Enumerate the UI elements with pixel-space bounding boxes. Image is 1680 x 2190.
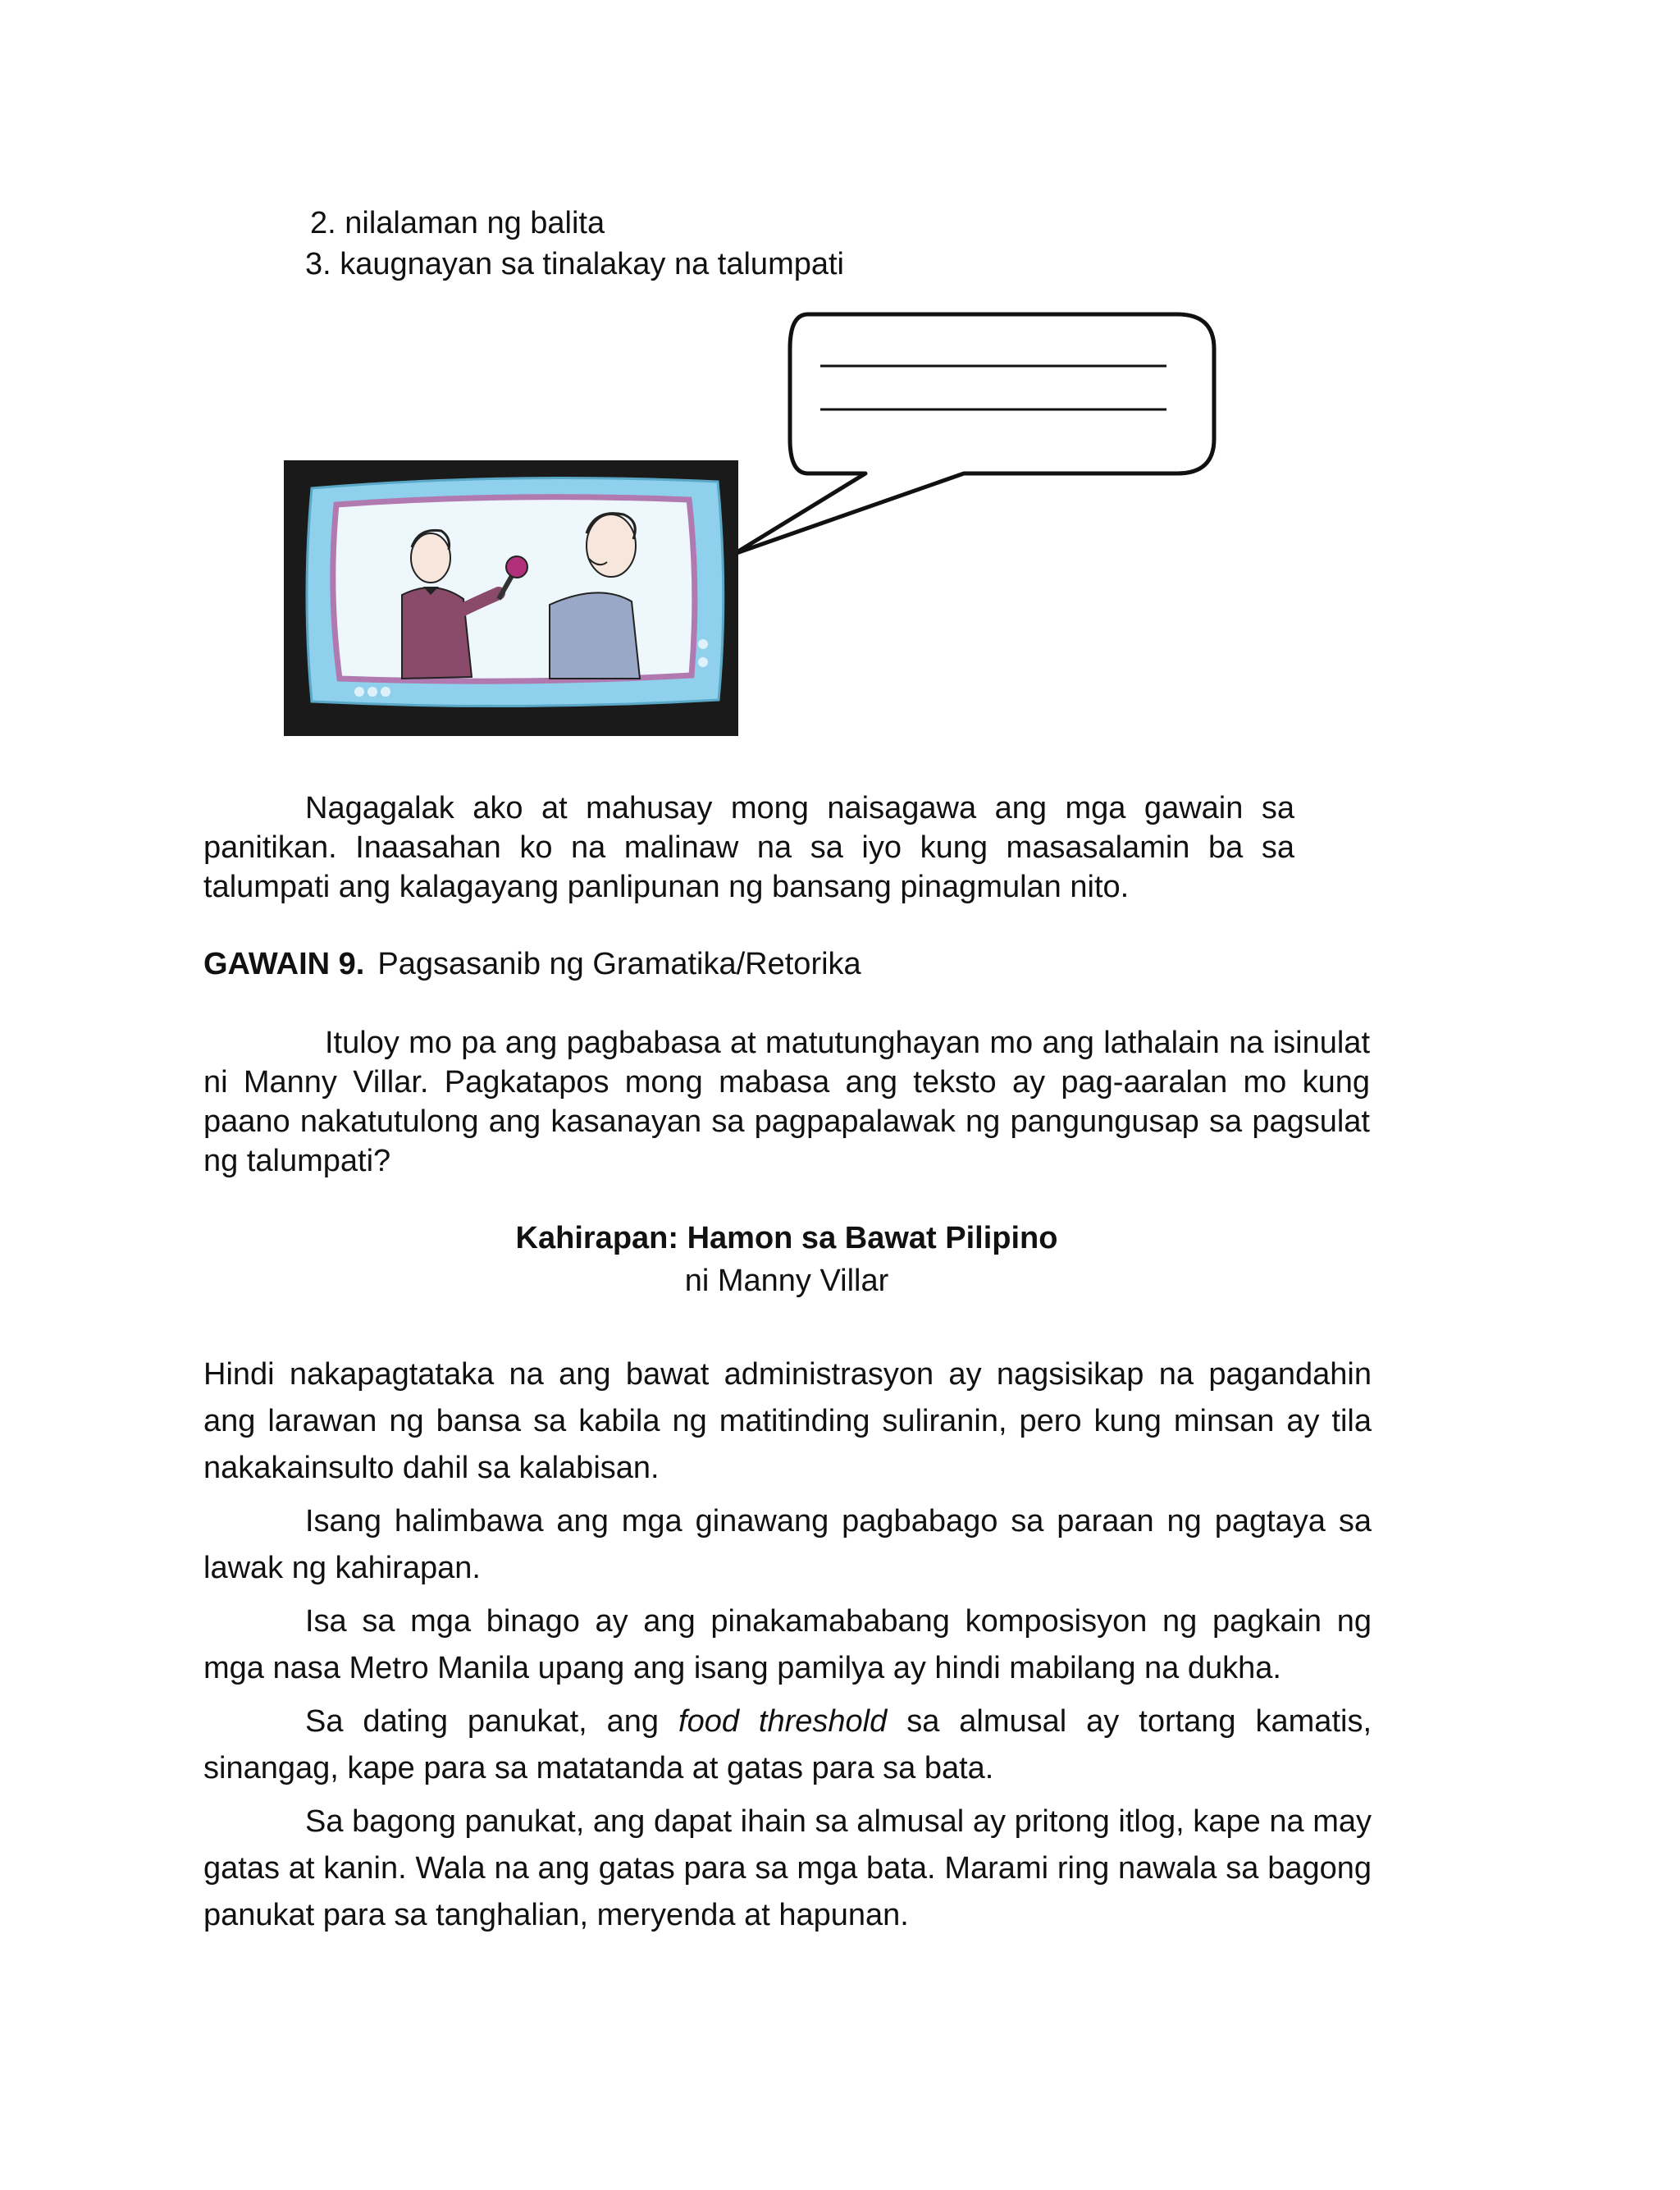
essay-title: Kahirapan: Hamon sa Bawat Pilipino (515, 1221, 1058, 1255)
essay-title-block (203, 1217, 1370, 1302)
instruction-paragraph: Ituloy mo pa ang pagbabasa at matutunghayan mo ang lathalain na isinulat ni Manny Villar. Pagkatapos mong mabasa ang teksto ay pag-aaralan mo kung paano nakatutulong ang kasanayan sa pagpapalawak ng pangungusap sa pagsulat ng talumpati? (203, 1026, 1370, 1178)
activity-label: GAWAIN 9. (203, 947, 365, 981)
activity-title: Pagsasanib ng Gramatika/Retorika (377, 947, 861, 981)
activity-heading (203, 944, 861, 984)
list-item-3: 3. kaugnayan sa tinalakay na talumpati (305, 247, 844, 281)
essay-paragraph-4 (203, 1699, 1372, 1792)
intro-paragraph: Nagagalak ako at mahusay mong naisagawa ang mga gawain sa panitikan. Inaasahan ko na malinaw na sa iyo kung masasalamin ba sa talumpati ang kalagayang panlipunan ng bansang pinagmulan nito. (203, 791, 1294, 904)
essay-paragraph-4-end: sa almusal ay tortang kamatis, sinangag, kape para sa matatanda at gatas para sa bata. (203, 1704, 1372, 1785)
essay-paragraph-2: Isang halimbawa ang mga ginawang pagbabago sa paraan ng pagtaya sa lawak ng kahirapan. (203, 1504, 1372, 1585)
list-item-2: 2. nilalaman ng balita (310, 206, 605, 240)
food-threshold-term: food threshold (678, 1704, 888, 1739)
essay-author: ni Manny Villar (684, 1264, 889, 1298)
interview-tv-illustration (279, 308, 1222, 743)
essay-paragraph-1: Hindi nakapagtataka na ang bawat administrasyon ay nagsisikap na pagandahin ang larawan ng bansa sa kabila ng matitinding suliranin, pero kung minsan ay tila nakakainsulto dahil sa kalabisan. (203, 1357, 1372, 1485)
speech-bubble (734, 314, 1214, 554)
essay-paragraph-5: Sa bagong panukat, ang dapat ihain sa almusal ay pritong itlog, kape na may gatas at kanin. Wala na ang gatas para sa mga bata. Marami ring nawala sa bagong panukat para sa tanghalian, meryenda at hapunan. (203, 1804, 1372, 1932)
tv-icon (284, 460, 738, 736)
essay-body (203, 1351, 1372, 1945)
essay-paragraph-4-start: Sa dating panukat, ang (305, 1704, 679, 1739)
essay-paragraph-3: Isa sa mga binago ay ang pinakamababang komposisyon ng pagkain ng mga nasa Metro Manila upang ang isang pamilya ay hindi mabilang na dukha. (203, 1604, 1372, 1685)
